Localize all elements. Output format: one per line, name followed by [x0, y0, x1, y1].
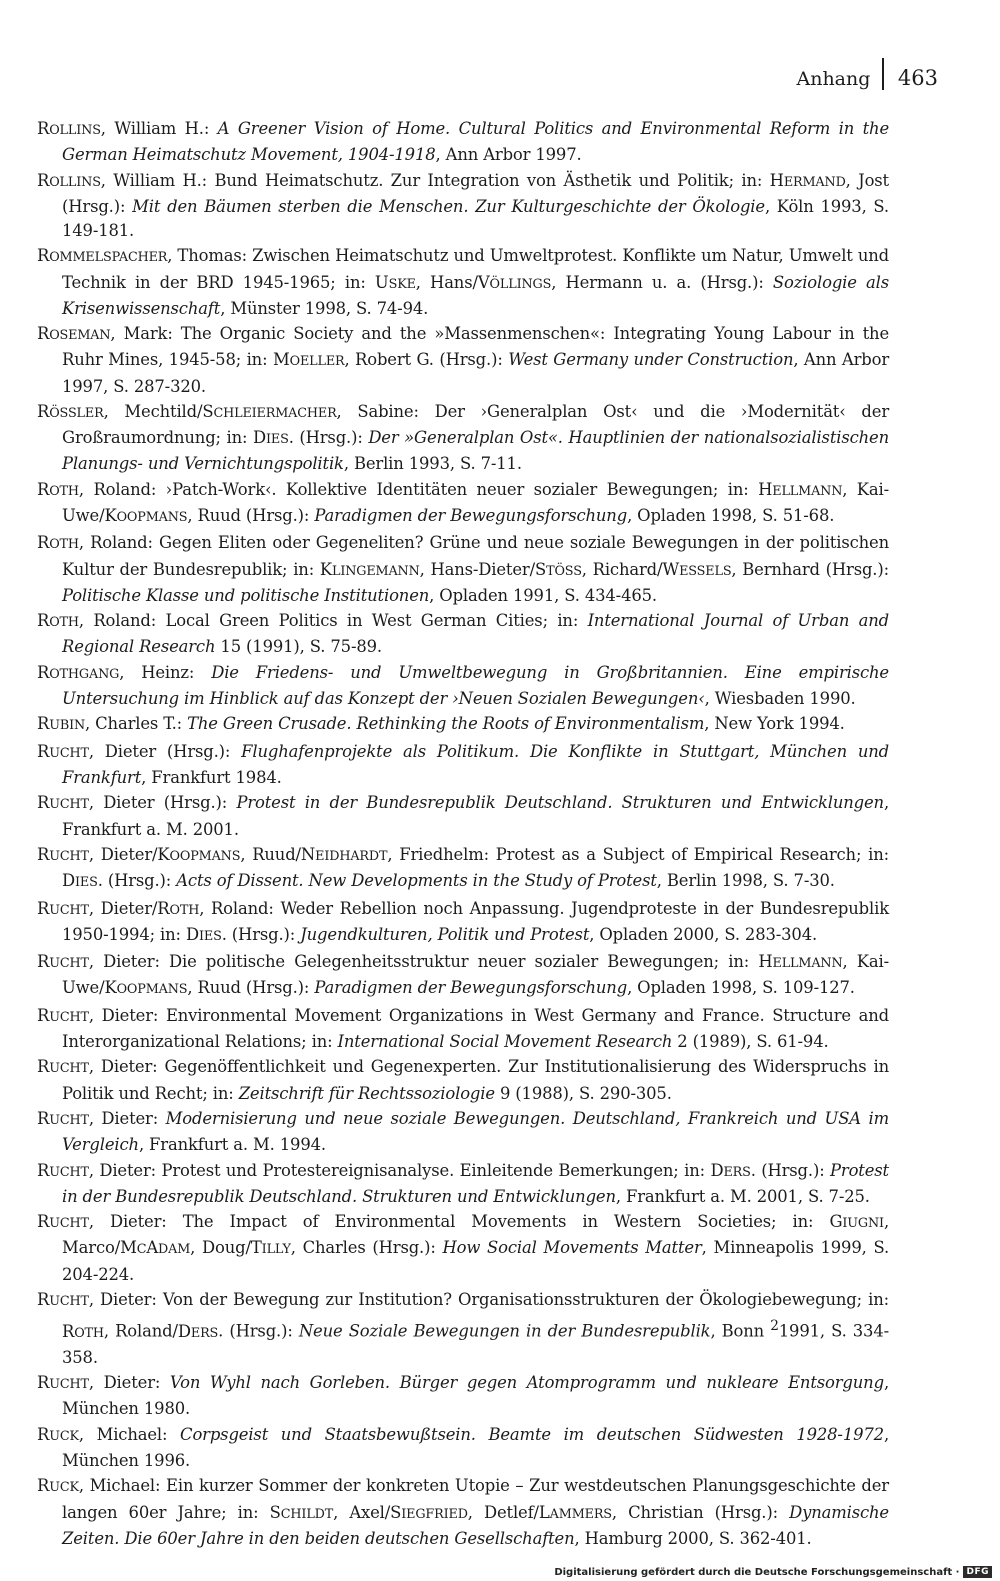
bibliography-entry: RUCK, Michael: Corpsgeist und Staatsbewußtsein. Beamte im deutschen Südwesten 1928-1972, München 1996.: [37, 1424, 889, 1470]
bibliography-entry: ROLLINS, William H.: A Greener Vision of Home. Cultural Politics and Environmental Reform in the German Heimatschutz Movement, 1904-1918, Ann Arbor 1997.: [37, 119, 889, 165]
footer-text: Digitalisierung gefördert durch die Deutsche Forschungsgemeinschaft ·: [554, 1566, 960, 1578]
bibliography-entry: RUCHT, Dieter: Gegenöffentlichkeit und Gegenexperten. Zur Institutionalisierung des Widerspruchs in Politik und Recht; in: Zeitschrift für Rechtssoziologie 9 (1988), S. 290-305.: [37, 1057, 889, 1103]
header-divider: [882, 58, 884, 90]
running-header: [796, 56, 938, 90]
bibliography-entry: RUCHT, Dieter: Die politische Gelegenheitsstruktur neuer sozialer Bewegungen; in: HELLMANN, Kai-Uwe/KOOPMANS, Ruud (Hrsg.): Paradigmen der Bewegungsforschung, Opladen 1998, S. 109-127.: [37, 952, 889, 998]
bibliography-entry: RUCHT, Dieter (Hrsg.): Protest in der Bundesrepublik Deutschland. Strukturen und Entwicklungen, Frankfurt a. M. 2001.: [37, 793, 889, 839]
bibliography-entry: RUCHT, Dieter: Von der Bewegung zur Institution? Organisationsstrukturen der Ökologiebewegung; in: ROTH, Roland/DERS. (Hrsg.): Neue Soziale Bewegungen in der Bundesrepublik, Bonn $^2$1991, S. 334-358.: [37, 1289, 889, 1367]
bibliography-entry: RUCHT, Dieter: The Impact of Environmental Movements in Western Societies; in: GIUGNI, Marco/MCADAM, Doug/TILLY, Charles (Hrsg.): How Social Movements Matter, Minneapolis 1999, S. 204-224.: [37, 1212, 890, 1284]
bibliography-entry: RUCHT, Dieter/ROTH, Roland: Weder Rebellion noch Anpassung. Jugendproteste in der Bundesrepublik 1950-1994; in: DIES. (Hrsg.): Jugendkulturen, Politik und Protest, Opladen 2000, S. 283-304.: [37, 898, 889, 944]
bibliography-entry: ROTH, Roland: Local Green Politics in West German Cities; in: International Journal of Urban and Regional Research 15 (1991), S. 75-89.: [37, 611, 889, 657]
header-section-title: Anhang: [796, 68, 871, 90]
bibliography-entry: ROTHGANG, Heinz: Die Friedens- und Umweltbewegung in Großbritannien. Eine empirische Untersuchung im Hinblick auf das Konzept der ›Neuen Sozialen Bewegungen‹, Wiesbaden 1990.: [37, 662, 889, 708]
bibliography-entry: RUCHT, Dieter: Modernisierung und neue soziale Bewegungen. Deutschland, Frankreich und USA im Vergleich, Frankfurt a. M. 1994.: [37, 1108, 889, 1155]
bibliography-entry: RUCHT, Dieter: Environmental Movement Organizations in West Germany and France. Structure and Interorganizational Relations; in: International Social Movement Research 2 (1989), S. 61-94.: [37, 1005, 889, 1051]
bibliography-entry: ROSEMAN, Mark: The Organic Society and the »Massenmenschen«: Integrating Young Labour in the Ruhr Mines, 1945-58; in: MOELLER, Robert G. (Hrsg.): West Germany under Construction, Ann Arbor 1997, S. 287-320.: [37, 324, 890, 396]
dfg-logo-icon: DFG: [963, 1566, 992, 1578]
bibliography-entry: ROTH, Roland: Gegen Eliten oder Gegeneliten? Grüne und neue soziale Bewegungen in der politischen Kultur der Bundesrepublik; in: KLINGEMANN, Hans-Dieter/STÖSS, Richard/WESSELS, Bernhard (Hrsg.): Politische Klasse und politische Institutionen, Opladen 1991, S. 434-465.: [37, 533, 889, 605]
bibliography-entry: RÖSSLER, Mechtild/SCHLEIERMACHER, Sabine: Der ›Generalplan Ost‹ und die ›Modernität‹ der Großraumordnung; in: DIES. (Hrsg.): Der »Generalplan Ost«. Hauptlinien der nationalsozialistischen Planungs- und Vernichtungspolitik, Berlin 1993, S. 7-11.: [37, 401, 889, 474]
bibliography-entry: RUCHT, Dieter (Hrsg.): Flughafenprojekte als Politikum. Die Konflikte in Stuttgart, München und Frankfurt, Frankfurt 1984.: [37, 741, 889, 787]
bibliography-entry: RUCHT, Dieter/KOOPMANS, Ruud/NEIDHARDT, Friedhelm: Protest as a Subject of Empirical Research; in: DIES. (Hrsg.): Acts of Dissent. New Developments in the Study of Protest, Berlin 1998, S. 7-30.: [37, 844, 889, 891]
footer-credit: [554, 1566, 992, 1578]
bibliography-entry: RUBIN, Charles T.: The Green Crusade. Rethinking the Roots of Environmentalism, New York 1994.: [37, 714, 845, 734]
page-number: 463: [897, 66, 938, 90]
bibliography-entry: RUCK, Michael: Ein kurzer Sommer der konkreten Utopie – Zur westdeutschen Planungsgeschichte der langen 60er Jahre; in: SCHILDT, Axel/SIEGFRIED, Detlef/LAMMERS, Christian (Hrsg.): Dynamische Zeiten. Die 60er Jahre in den beiden deutschen Gesellschaften, Hamburg 2000, S. 362-401.: [37, 1476, 889, 1548]
bibliography-entry: RUCHT, Dieter: Von Wyhl nach Gorleben. Bürger gegen Atomprogramm und nukleare Entsorgung, München 1980.: [37, 1373, 889, 1419]
bibliography-entry: RUCHT, Dieter: Protest und Protestereignisanalyse. Einleitende Bemerkungen; in: DERS. (Hrsg.): Protest in der Bundesrepublik Deutschland. Strukturen und Entwicklungen, Frankfurt a. M. 2001, S. 7-25.: [37, 1160, 889, 1206]
bibliography-entry: ROMMELSPACHER, Thomas: Zwischen Heimatschutz und Umweltprotest. Konflikte um Natur, Umwelt und Technik in der BRD 1945-1965; in: USKE, Hans/VÖLLINGS, Hermann u. a. (Hrsg.): Soziologie als Krisenwissenschaft, Münster 1998, S. 74-94.: [37, 246, 889, 318]
bibliography-list: [37, 117, 889, 1552]
bibliography-entry: ROTH, Roland: ›Patch-Work‹. Kollektive Identitäten neuer sozialer Bewegungen; in: HELLMANN, Kai-Uwe/KOOPMANS, Ruud (Hrsg.): Paradigmen der Bewegungsforschung, Opladen 1998, S. 51-68.: [37, 479, 889, 525]
bibliography-entry: ROLLINS, William H.: Bund Heimatschutz. Zur Integration von Ästhetik und Politik; in: HERMAND, Jost (Hrsg.): Mit den Bäumen sterben die Menschen. Zur Kulturgeschichte der Ökologie, Köln 1993, S. 149-181.: [37, 170, 889, 240]
